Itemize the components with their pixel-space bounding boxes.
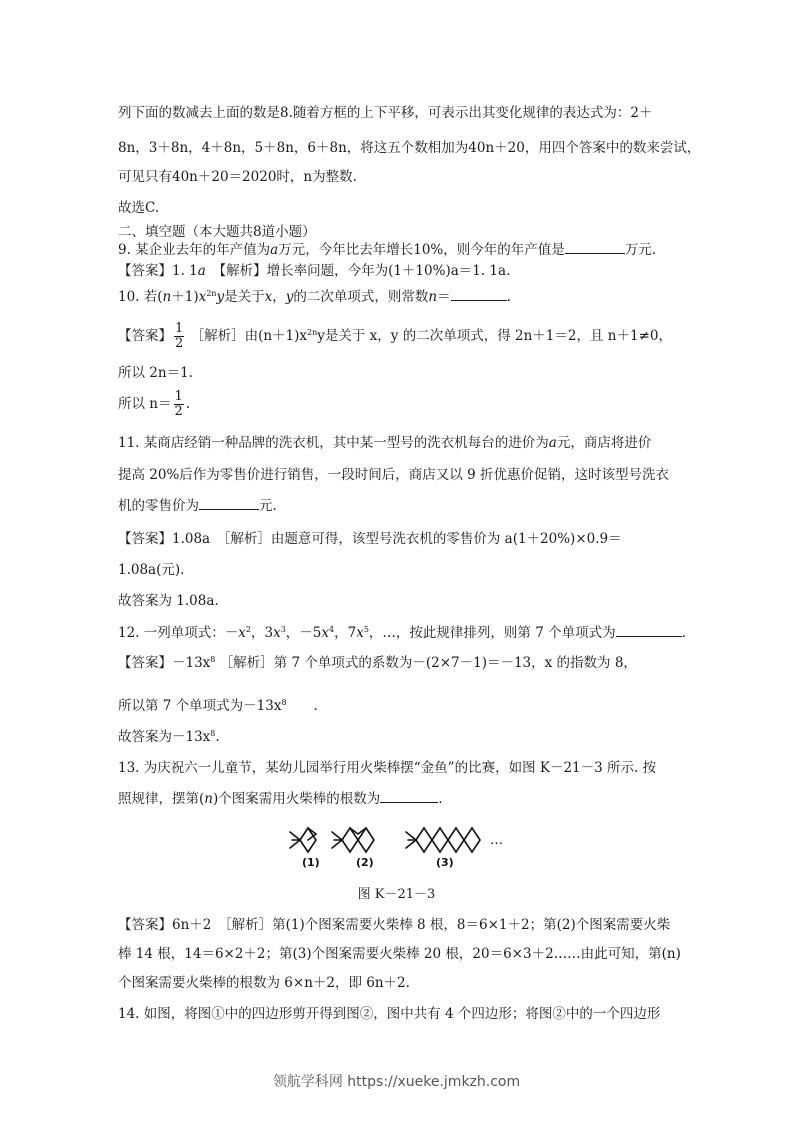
q12-text: ，7 bbox=[334, 625, 357, 641]
text-line bbox=[118, 390, 190, 419]
fraction-numerator: 1 bbox=[174, 389, 183, 404]
figure-ellipsis: … bbox=[490, 833, 503, 848]
fraction-numerator: 1 bbox=[175, 321, 184, 336]
answer-11: 【答案】1.08a ［解析］由题意可得，该型号洗衣机的零售价为 a(1＋20%)×0.9＝ bbox=[118, 531, 622, 547]
q12-text: . bbox=[681, 625, 686, 641]
q10-var: y bbox=[285, 289, 294, 305]
line-text: . bbox=[215, 729, 220, 745]
line-text: 所以 n＝ bbox=[118, 396, 172, 412]
line-text: 故答案为－13x bbox=[118, 729, 211, 745]
fraction bbox=[174, 390, 184, 419]
q11-text: 元，商店将进价 bbox=[556, 435, 652, 451]
question-13: 13. 为庆祝六一儿童节，某幼儿园举行用火柴棒摆“金鱼”的比赛，如图 K－21－3 所示. 按 bbox=[118, 760, 657, 776]
answer-12 bbox=[118, 654, 637, 672]
q10-var: y bbox=[216, 289, 225, 305]
text-line: 故选C. bbox=[118, 200, 160, 216]
answer-blank bbox=[451, 288, 507, 301]
question-10 bbox=[118, 288, 511, 306]
text-line bbox=[118, 497, 277, 515]
fish-pattern-1 bbox=[290, 828, 316, 852]
q11-var: a bbox=[548, 435, 557, 451]
answer-blank bbox=[565, 241, 625, 254]
q9-text: 万元. bbox=[624, 242, 657, 258]
figure-label-3: (3) bbox=[436, 856, 454, 869]
text-line bbox=[118, 697, 318, 715]
fraction bbox=[174, 322, 184, 351]
answer-blank bbox=[616, 624, 682, 637]
q12-text: ，3 bbox=[250, 625, 274, 641]
q10-text: . bbox=[506, 289, 511, 305]
q9-text: 万元，今年比去年增长10%，则今年的年产值是 bbox=[278, 242, 565, 258]
question-9 bbox=[118, 241, 656, 259]
a9-text: 【答案】1. 1 bbox=[118, 263, 198, 279]
fraction-denominator: 2 bbox=[174, 404, 183, 419]
text-line: 个图案需要火柴棒的根数为 6×n＋2，即 6n＋2. bbox=[118, 975, 410, 991]
q10-text: 10. 若( bbox=[118, 289, 163, 305]
question-12 bbox=[118, 624, 686, 642]
text-line: 可见只有40n＋20＝2020时，n为整数. bbox=[118, 169, 357, 185]
section-heading: 二、填空题（本大题共8道小题） bbox=[118, 224, 316, 240]
text-line: 故答案为 1.08a. bbox=[118, 593, 219, 609]
q12-exponent: 4 bbox=[329, 625, 335, 634]
q9-var: a bbox=[270, 242, 279, 258]
text-line: 8n，3＋8n，4＋8n，5＋8n，6＋8n，将这五个数相加为40n＋20，用四个答案中的数来尝试， bbox=[118, 140, 701, 156]
answer-10 bbox=[118, 322, 672, 351]
line-text: . bbox=[185, 396, 191, 412]
figure-label-2: (2) bbox=[356, 856, 374, 869]
a12-text: 【答案】－13x bbox=[118, 655, 211, 671]
q10-var: n bbox=[428, 289, 438, 305]
q13-text: . bbox=[438, 791, 443, 807]
q10-exponent: 2n bbox=[206, 289, 217, 298]
a9-var: a bbox=[197, 263, 206, 279]
q12-var: x bbox=[321, 625, 330, 641]
q11-text: 机的零售价为 bbox=[118, 498, 199, 514]
q11-text: 11. 某商店经销一种品牌的洗衣机，其中某一型号的洗衣机每台的进价为 bbox=[118, 435, 549, 451]
a10-exponent: 2n bbox=[307, 328, 318, 337]
text-line: 1.08a(元). bbox=[118, 562, 185, 578]
q10-var: x bbox=[198, 289, 207, 305]
fish-pattern-3 bbox=[406, 828, 480, 852]
q12-text: ，－5 bbox=[285, 625, 322, 641]
q12-var: x bbox=[238, 625, 246, 641]
q13-text: )个图案需用火柴棒的根数为 bbox=[212, 791, 381, 807]
q12-text: ，…，按此规律排列，则第 7 个单项式为 bbox=[368, 625, 616, 641]
q13-var: n bbox=[204, 791, 213, 807]
a12-text: ［解析］第 7 个单项式的系数为－(2×7－1)＝－13，x 的指数为 8， bbox=[219, 655, 637, 671]
q12-exponent: 5 bbox=[363, 625, 369, 634]
q12-exponent: 2 bbox=[245, 625, 251, 634]
text-line bbox=[118, 790, 443, 808]
text-line: 列下面的数减去上面的数是8.随着方框的上下平移，可表示出其变化规律的表达式为：2＋ bbox=[118, 105, 653, 121]
matchstick-figure bbox=[286, 824, 516, 870]
text-line bbox=[118, 728, 220, 746]
line-text: 所以第 7 个单项式为－13x bbox=[118, 698, 282, 714]
q10-var: n bbox=[162, 289, 172, 305]
answer-13: 【答案】6n＋2 ［解析］第(1)个图案需要火柴棒 8 根，8＝6×1＋2；第(2)个图案需要火柴 bbox=[118, 917, 671, 933]
q11-text: 元. bbox=[259, 498, 277, 514]
q12-exponent: 3 bbox=[280, 625, 286, 634]
q10-text: ＝ bbox=[437, 289, 451, 305]
q12-var: x bbox=[273, 625, 281, 641]
a9-text: 【解析】增长率问题，今年为(1＋10%)a＝1. 1a. bbox=[205, 263, 511, 279]
question-11 bbox=[118, 434, 651, 452]
figure-label-1: (1) bbox=[302, 856, 320, 869]
text-line: 棒 14 根，14＝6×2＋2；第(3)个图案需要火柴棒 20 根，20＝6×3＋2……由此可知，第(n) bbox=[118, 946, 681, 962]
q10-var: x bbox=[264, 289, 273, 305]
a10-text: ［解析］由(n＋1)x bbox=[190, 328, 308, 344]
q10-text: ， bbox=[272, 289, 286, 305]
answer-blank bbox=[380, 790, 438, 803]
line-exponent: 8 bbox=[281, 698, 287, 707]
answer-9 bbox=[118, 262, 510, 280]
q10-text: 是关于 bbox=[224, 289, 265, 305]
q9-text: 9. 某企业去年的年产值为 bbox=[118, 242, 271, 258]
q12-var: x bbox=[356, 625, 364, 641]
fraction-denominator: 2 bbox=[175, 336, 184, 351]
line-exponent: 8 bbox=[210, 729, 216, 738]
footer-watermark: 领航学科网 https://xueke.jmkzh.com bbox=[272, 1074, 521, 1090]
q10-text: 的二次单项式，则常数 bbox=[293, 289, 429, 305]
line-text: . bbox=[286, 698, 318, 714]
fish-pattern-2 bbox=[332, 828, 374, 852]
q13-text: 照规律，摆第( bbox=[118, 791, 205, 807]
a10-text: 【答案】 bbox=[118, 328, 172, 344]
a10-text: y是关于 x，y 的二次单项式，得 2n＋1＝2，且 n＋1≠0， bbox=[317, 328, 672, 344]
q10-text: ＋1) bbox=[171, 289, 199, 305]
text-line: 提高 20%后作为零售价进行销售，一段时间后，商店又以 9 折优惠价促销，这时该型号洗衣 bbox=[118, 467, 669, 483]
answer-blank bbox=[199, 497, 259, 510]
text-line: 所以 2n＝1. bbox=[118, 365, 193, 381]
figure-caption: 图 K－21－3 bbox=[357, 887, 436, 902]
question-14: 14. 如图，将图①中的四边形剪开得到图②，图中共有 4 个四边形；将图②中的一个四边形 bbox=[118, 1006, 661, 1022]
q12-text: 12. 一列单项式：－ bbox=[118, 625, 239, 641]
a12-exponent: 8 bbox=[210, 655, 216, 664]
